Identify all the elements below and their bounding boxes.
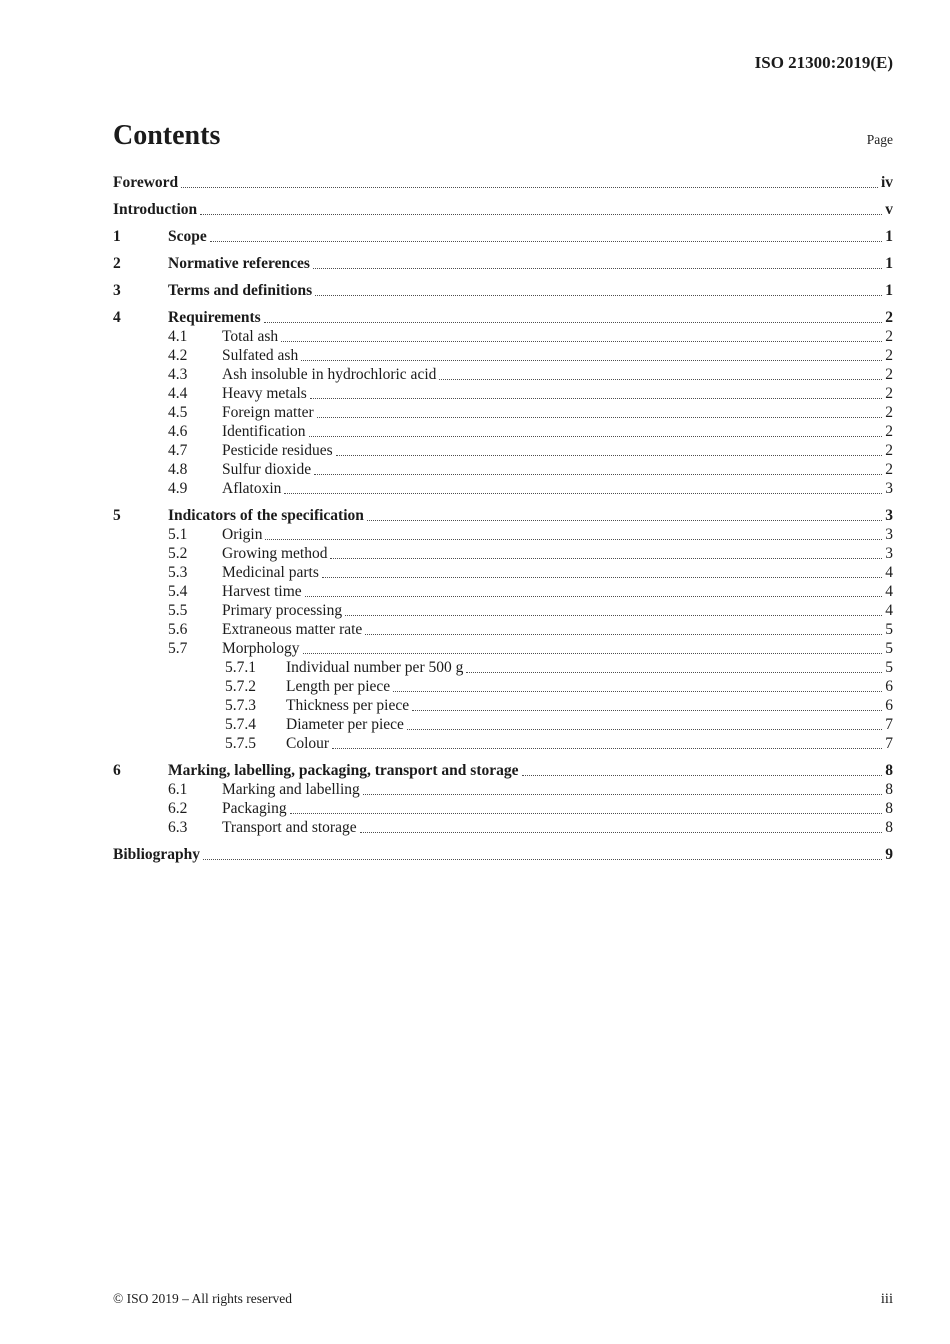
toc-entry-page: 8 bbox=[885, 762, 893, 779]
toc-entry-title: Heavy metals bbox=[222, 385, 307, 402]
toc-entry-page: 3 bbox=[885, 480, 893, 497]
toc-entry-number: 5.3 bbox=[168, 564, 188, 581]
toc-entry-number: 5.4 bbox=[168, 583, 188, 600]
toc-entry-page: 2 bbox=[885, 347, 893, 364]
dot-leader bbox=[303, 653, 883, 654]
toc-entry-page: 2 bbox=[885, 366, 893, 383]
dot-leader bbox=[284, 493, 882, 494]
toc-entry-number: 3 bbox=[113, 282, 121, 299]
toc-entry-page: 7 bbox=[885, 735, 893, 752]
toc-entry-number: 6.2 bbox=[168, 800, 188, 817]
toc-entry-title: Colour bbox=[286, 735, 330, 752]
toc-entry-number: 4.7 bbox=[168, 442, 188, 459]
toc-entry-page: 1 bbox=[885, 228, 893, 245]
toc-entry-page: 2 bbox=[885, 328, 893, 345]
toc-entry-page: 6 bbox=[885, 697, 893, 714]
dot-leader bbox=[314, 474, 882, 475]
contents-title-row bbox=[113, 120, 893, 152]
toc-entry-title: Foreign matter bbox=[222, 404, 314, 421]
dot-leader bbox=[365, 634, 882, 635]
toc-entry-page: 5 bbox=[885, 659, 893, 676]
toc-entry-title: Medicinal parts bbox=[222, 564, 319, 581]
toc-entry[interactable] bbox=[113, 479, 893, 498]
dot-leader bbox=[210, 241, 883, 242]
toc-entry-page: 2 bbox=[885, 461, 893, 478]
toc-entry-page: 2 bbox=[885, 404, 893, 421]
toc-entry-title: Aflatoxin bbox=[222, 480, 282, 497]
toc-entry-number: 5.7.5 bbox=[225, 735, 256, 752]
dot-leader bbox=[407, 729, 882, 730]
toc-entry-page: 1 bbox=[885, 255, 893, 272]
toc-entry[interactable] bbox=[113, 544, 893, 563]
toc-entry[interactable] bbox=[113, 460, 893, 479]
toc-entry-title: Thickness per piece bbox=[286, 697, 410, 714]
toc-entry-page: 2 bbox=[885, 385, 893, 402]
dot-leader bbox=[281, 341, 882, 342]
toc-entry-title: Foreword bbox=[113, 174, 179, 191]
dot-leader bbox=[345, 615, 882, 616]
toc-entry-title: Introduction bbox=[113, 201, 198, 218]
page-column-label: Page bbox=[866, 132, 893, 147]
toc-entry-number: 4 bbox=[113, 309, 121, 326]
dot-leader bbox=[330, 558, 882, 559]
toc-entry[interactable] bbox=[113, 696, 893, 715]
toc-entry[interactable] bbox=[113, 422, 893, 441]
table-of-contents bbox=[113, 173, 893, 864]
toc-entry-number: 4.2 bbox=[168, 347, 188, 364]
dot-leader bbox=[305, 596, 883, 597]
toc-entry-title: Total ash bbox=[222, 328, 279, 345]
dot-leader bbox=[317, 417, 883, 418]
toc-entry-page: 2 bbox=[885, 423, 893, 440]
toc-entry-number: 4.8 bbox=[168, 461, 188, 478]
dot-leader bbox=[466, 672, 882, 673]
toc-entry-title: Packaging bbox=[222, 800, 287, 817]
toc-entry-number: 5 bbox=[113, 507, 121, 524]
dot-leader bbox=[393, 691, 882, 692]
toc-entry-title: Length per piece bbox=[286, 678, 391, 695]
dot-leader bbox=[309, 436, 883, 437]
toc-entry-title: Marking and labelling bbox=[222, 781, 360, 798]
toc-entry-number: 4.9 bbox=[168, 480, 188, 497]
dot-leader bbox=[290, 813, 883, 814]
toc-entry-page: 9 bbox=[885, 846, 893, 863]
toc-entry[interactable] bbox=[113, 441, 893, 460]
toc-entry-title: Indicators of the specification bbox=[168, 507, 364, 524]
toc-entry-page: 4 bbox=[885, 602, 893, 619]
toc-entry-number: 5.7 bbox=[168, 640, 188, 657]
toc-entry-number: 4.1 bbox=[168, 328, 188, 345]
toc-entry[interactable] bbox=[113, 780, 893, 799]
toc-entry[interactable] bbox=[113, 582, 893, 601]
toc-entry[interactable] bbox=[113, 281, 893, 300]
dot-leader bbox=[313, 268, 882, 269]
toc-entry-number: 1 bbox=[113, 228, 121, 245]
dot-leader bbox=[315, 295, 882, 296]
dot-leader bbox=[265, 539, 882, 540]
toc-entry-page: 8 bbox=[885, 819, 893, 836]
toc-entry[interactable] bbox=[113, 365, 893, 384]
toc-entry[interactable] bbox=[113, 845, 893, 864]
toc-entry-page: 4 bbox=[885, 564, 893, 581]
toc-entry-number: 5.6 bbox=[168, 621, 188, 638]
toc-entry[interactable] bbox=[113, 601, 893, 620]
dot-leader bbox=[332, 748, 882, 749]
toc-entry-title: Origin bbox=[222, 526, 263, 543]
dot-leader bbox=[363, 794, 883, 795]
toc-entry-number: 4.6 bbox=[168, 423, 188, 440]
toc-entry-page: 2 bbox=[885, 442, 893, 459]
toc-entry[interactable] bbox=[113, 173, 893, 192]
toc-entry[interactable] bbox=[113, 639, 893, 658]
toc-entry[interactable] bbox=[113, 327, 893, 346]
dot-leader bbox=[412, 710, 882, 711]
toc-entry[interactable] bbox=[113, 227, 893, 246]
toc-entry[interactable] bbox=[113, 525, 893, 544]
toc-entry-number: 5.7.1 bbox=[225, 659, 256, 676]
toc-entry-title: Normative references bbox=[168, 255, 310, 272]
toc-entry-page: 7 bbox=[885, 716, 893, 733]
toc-entry-number: 5.2 bbox=[168, 545, 188, 562]
toc-entry-page: iv bbox=[880, 174, 893, 191]
dot-leader bbox=[522, 775, 883, 776]
dot-leader bbox=[181, 187, 878, 188]
toc-entry-title: Extraneous matter rate bbox=[222, 621, 363, 638]
dot-leader bbox=[264, 322, 883, 323]
toc-entry-number: 6.1 bbox=[168, 781, 188, 798]
toc-entry[interactable] bbox=[113, 563, 893, 582]
toc-entry[interactable] bbox=[113, 761, 893, 780]
dot-leader bbox=[200, 214, 882, 215]
toc-entry-title: Primary processing bbox=[222, 602, 343, 619]
toc-entry-title: Morphology bbox=[222, 640, 300, 657]
toc-entry-page: 8 bbox=[885, 781, 893, 798]
dot-leader bbox=[439, 379, 882, 380]
toc-entry[interactable] bbox=[113, 200, 893, 219]
toc-entry-title: Ash insoluble in hydrochloric acid bbox=[222, 366, 437, 383]
toc-entry[interactable] bbox=[113, 506, 893, 525]
toc-entry-title: Identification bbox=[222, 423, 306, 440]
toc-entry-title: Growing method bbox=[222, 545, 328, 562]
toc-entry[interactable] bbox=[113, 715, 893, 734]
toc-entry-page: 4 bbox=[885, 583, 893, 600]
toc-entry-number: 4.4 bbox=[168, 385, 188, 402]
footer bbox=[113, 1291, 893, 1308]
toc-entry[interactable] bbox=[113, 658, 893, 677]
toc-entry-number: 5.7.3 bbox=[225, 697, 256, 714]
toc-entry-page: 3 bbox=[885, 545, 893, 562]
toc-entry-number: 5.7.4 bbox=[225, 716, 256, 733]
toc-entry[interactable] bbox=[113, 799, 893, 818]
toc-entry-title: Sulfur dioxide bbox=[222, 461, 312, 478]
toc-entry[interactable] bbox=[113, 677, 893, 696]
toc-entry-page: 3 bbox=[885, 507, 893, 524]
toc-entry-title: Sulfated ash bbox=[222, 347, 299, 364]
dot-leader bbox=[310, 398, 882, 399]
toc-entry[interactable] bbox=[113, 734, 893, 753]
toc-entry-number: 5.5 bbox=[168, 602, 188, 619]
toc-entry-page: 8 bbox=[885, 800, 893, 817]
toc-entry-page: 2 bbox=[885, 309, 893, 326]
toc-entry-title: Bibliography bbox=[113, 846, 200, 863]
dot-leader bbox=[203, 859, 882, 860]
toc-entry-page: 6 bbox=[885, 678, 893, 695]
dot-leader bbox=[322, 577, 882, 578]
toc-entry-number: 4.5 bbox=[168, 404, 188, 421]
header-doc-number: ISO 21300:2019(E) bbox=[754, 53, 893, 72]
toc-entry-page: 3 bbox=[885, 526, 893, 543]
toc-entry-title: Scope bbox=[168, 228, 207, 245]
toc-entry[interactable] bbox=[113, 308, 893, 327]
dot-leader bbox=[336, 455, 883, 456]
toc-entry-page: 5 bbox=[885, 621, 893, 638]
copyright-notice: © ISO 2019 – All rights reserved bbox=[113, 1291, 292, 1306]
toc-entry-title: Individual number per 500 g bbox=[286, 659, 464, 676]
page-number: iii bbox=[880, 1291, 893, 1307]
toc-entry-title: Transport and storage bbox=[222, 819, 357, 836]
page-title: Contents bbox=[113, 120, 221, 151]
toc-entry-page: v bbox=[885, 201, 893, 218]
toc-entry[interactable] bbox=[113, 403, 893, 422]
toc-entry-title: Diameter per piece bbox=[286, 716, 404, 733]
toc-entry[interactable] bbox=[113, 346, 893, 365]
toc-entry-page: 1 bbox=[885, 282, 893, 299]
toc-entry-title: Marking, labelling, packaging, transport and storage bbox=[168, 762, 519, 779]
toc-entry[interactable] bbox=[113, 818, 893, 837]
dot-leader bbox=[367, 520, 882, 521]
toc-entry-number: 4.3 bbox=[168, 366, 188, 383]
dot-leader bbox=[360, 832, 883, 833]
toc-entry-number: 6.3 bbox=[168, 819, 188, 836]
toc-entry-number: 5.1 bbox=[168, 526, 188, 543]
toc-entry-number: 6 bbox=[113, 762, 121, 779]
toc-entry-number: 5.7.2 bbox=[225, 678, 256, 695]
toc-entry-title: Requirements bbox=[168, 309, 261, 326]
toc-entry-title: Harvest time bbox=[222, 583, 302, 600]
toc-entry-number: 2 bbox=[113, 255, 121, 272]
toc-entry-title: Terms and definitions bbox=[168, 282, 313, 299]
toc-entry[interactable] bbox=[113, 620, 893, 639]
toc-entry[interactable] bbox=[113, 254, 893, 273]
toc-entry-page: 5 bbox=[885, 640, 893, 657]
dot-leader bbox=[301, 360, 882, 361]
toc-entry[interactable] bbox=[113, 384, 893, 403]
toc-entry-title: Pesticide residues bbox=[222, 442, 333, 459]
